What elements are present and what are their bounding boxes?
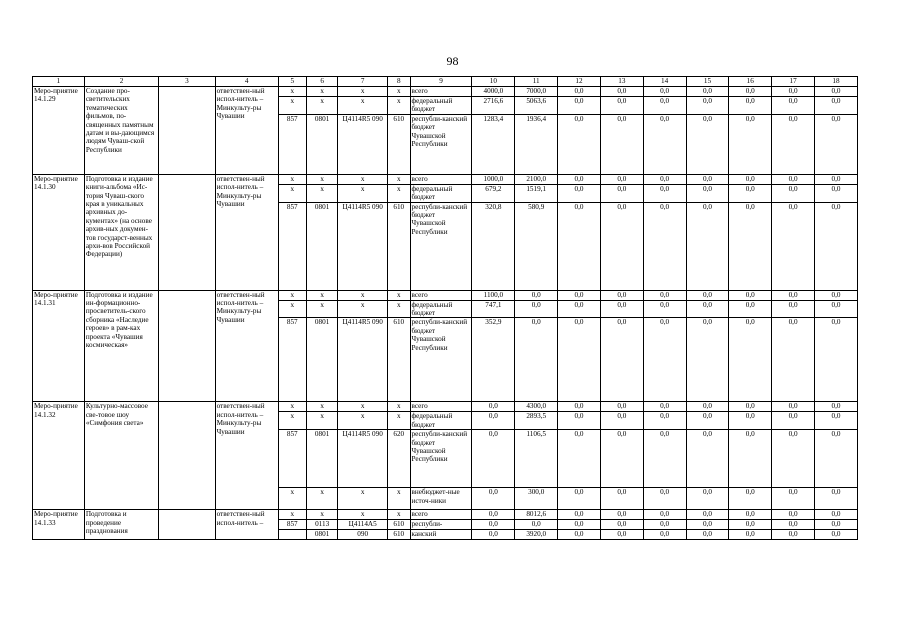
amount-year: 0,0 [686,87,729,97]
column-number: 14 [643,77,686,87]
amount-year: 0,0 [686,300,729,318]
responsible-executor: ответствен-ный испол-нитель – Минкульту-ры Чувашии [215,290,278,402]
amount-year: 0,0 [814,290,857,300]
funding-source: республи-канский бюджет Чувашской Республики [410,430,472,488]
amount-year: 0,0 [558,510,601,520]
expense-type-code: 610 [387,114,410,174]
expense-type-code: 610 [387,318,410,402]
amount-year: 0,0 [600,530,643,540]
amount-year: 7000,0 [515,87,558,97]
grbs-code [278,530,306,540]
column-number: 1 [33,77,85,87]
grbs-code: x [278,300,306,318]
section-code: 0801 [306,114,338,174]
section-code: x [306,488,338,510]
measure-title: Создание про-светительских тематических фильмов, по-священных памятным датам и вы-дающимся людям Чуваш-ской Республики [84,87,158,175]
amount-year: 0,0 [600,300,643,318]
amount-year: 0,0 [558,174,601,184]
amount-year: 0,0 [643,520,686,530]
amount-year: 300,0 [515,488,558,510]
target-article-code: x [338,174,388,184]
empty-column-3 [159,290,215,402]
expense-type-code: x [387,87,410,97]
column-number: 18 [814,77,857,87]
amount-year: 0,0 [558,430,601,488]
measure-number: Меро-приятие 14.1.33 [33,510,85,540]
column-number: 17 [772,77,815,87]
section-code: x [306,87,338,97]
amount-year: 0,0 [600,202,643,290]
section-code: 0113 [306,520,338,530]
amount-year: 0,0 [643,87,686,97]
amount-year: 0,0 [729,510,772,520]
amount-year: 0,0 [643,402,686,412]
target-article-code: Ц4114R5 090 [338,202,388,290]
measure-title: Подготовка и проведение празднования [84,510,158,540]
page-number: 98 [446,54,459,68]
amount-year: 0,0 [772,300,815,318]
empty-column-3 [159,174,215,290]
amount-year: 0,0 [729,430,772,488]
column-number: 8 [387,77,410,87]
amount-year: 0,0 [558,318,601,402]
amount-year: 0,0 [600,174,643,184]
amount-year: 0,0 [643,97,686,115]
target-article-code: 090 [338,530,388,540]
section-code: 0801 [306,202,338,290]
responsible-executor: ответствен-ный испол-нитель – Минкульту-ры Чувашии [215,174,278,290]
table-row [33,87,858,97]
amount-year: 1519,1 [515,184,558,202]
funding-source: всего [410,510,472,520]
amount-year: 0,0 [772,430,815,488]
funding-source: всего [410,174,472,184]
amount-year: 0,0 [600,510,643,520]
funding-source: внебюджет-ные источ-ники [410,488,472,510]
column-number: 13 [600,77,643,87]
amount-year: 0,0 [686,174,729,184]
funding-source: всего [410,87,472,97]
amount-year: 580,9 [515,202,558,290]
amount-year: 0,0 [814,430,857,488]
amount-year: 0,0 [729,114,772,174]
column-number: 3 [159,77,215,87]
grbs-code: x [278,510,306,520]
grbs-code: x [278,97,306,115]
amount-year: 1936,4 [515,114,558,174]
amount-year: 0,0 [772,520,815,530]
section-code: x [306,290,338,300]
amount-year: 0,0 [814,402,857,412]
amount-year: 0,0 [729,202,772,290]
grbs-code: x [278,488,306,510]
amount-year: 0,0 [814,184,857,202]
amount-year: 4300,0 [515,402,558,412]
funding-source: федеральный бюджет [410,184,472,202]
target-article-code: x [338,510,388,520]
budget-table [32,76,858,540]
column-number: 6 [306,77,338,87]
grbs-code: x [278,174,306,184]
column-number: 11 [515,77,558,87]
column-number: 16 [729,77,772,87]
target-article-code: x [338,488,388,510]
amount-year: 0,0 [729,520,772,530]
amount-year: 0,0 [558,202,601,290]
amount-year: 0,0 [814,97,857,115]
amount-year: 3920,0 [515,530,558,540]
amount-year: 4000,0 [472,87,515,97]
section-code: x [306,174,338,184]
amount-year: 0,0 [472,530,515,540]
amount-year: 0,0 [643,510,686,520]
amount-year: 0,0 [772,510,815,520]
amount-year: 0,0 [729,184,772,202]
funding-source: республи-канский бюджет Чувашской Республики [410,202,472,290]
amount-year: 0,0 [772,318,815,402]
amount-year: 0,0 [600,97,643,115]
amount-year: 0,0 [729,530,772,540]
target-article-code: Ц4114R5 090 [338,430,388,488]
expense-type-code: 610 [387,530,410,540]
amount-year: 0,0 [772,184,815,202]
responsible-executor: ответствен-ный испол-нитель – Минкульту-ры Чувашии [215,402,278,510]
amount-year: 0,0 [600,402,643,412]
measure-number: Меро-приятие 14.1.29 [33,87,85,175]
amount-year: 5063,6 [515,97,558,115]
column-number: 15 [686,77,729,87]
amount-year: 0,0 [643,174,686,184]
amount-year: 0,0 [558,114,601,174]
expense-type-code: 610 [387,202,410,290]
amount-year: 0,0 [600,184,643,202]
expense-type-code: x [387,402,410,412]
expense-type-code: x [387,488,410,510]
amount-year: 0,0 [643,202,686,290]
grbs-code: x [278,87,306,97]
column-number: 7 [338,77,388,87]
target-article-code: x [338,412,388,430]
amount-year: 0,0 [686,202,729,290]
expense-type-code: x [387,174,410,184]
amount-year: 0,0 [600,520,643,530]
amount-year: 0,0 [729,318,772,402]
grbs-code: 857 [278,430,306,488]
target-article-code: x [338,290,388,300]
amount-year: 0,0 [600,87,643,97]
expense-type-code: x [387,412,410,430]
amount-year: 0,0 [472,412,515,430]
amount-year: 1283,4 [472,114,515,174]
amount-year: 0,0 [814,87,857,97]
amount-year: 0,0 [558,402,601,412]
table-row [33,174,858,184]
amount-year: 0,0 [686,114,729,174]
amount-year: 0,0 [814,300,857,318]
amount-year: 0,0 [729,97,772,115]
section-code: x [306,412,338,430]
amount-year: 0,0 [558,520,601,530]
funding-source: всего [410,402,472,412]
funding-source: федеральный бюджет [410,412,472,430]
column-number: 4 [215,77,278,87]
section-code: x [306,402,338,412]
amount-year: 0,0 [814,510,857,520]
amount-year: 0,0 [729,402,772,412]
amount-year: 747,1 [472,300,515,318]
measure-number: Меро-приятие 14.1.32 [33,402,85,510]
amount-year: 0,0 [772,412,815,430]
measure-title: Культурно-массовое све-товое шоу «Симфония света» [84,402,158,510]
amount-year: 0,0 [686,290,729,300]
amount-year: 0,0 [558,300,601,318]
table-row [33,402,858,412]
amount-year: 352,9 [472,318,515,402]
amount-year: 0,0 [814,174,857,184]
column-number: 2 [84,77,158,87]
expense-type-code: x [387,184,410,202]
section-code: 0801 [306,318,338,402]
table-row [33,290,858,300]
amount-year: 0,0 [814,520,857,530]
amount-year: 0,0 [558,290,601,300]
amount-year: 0,0 [814,488,857,510]
amount-year: 0,0 [729,87,772,97]
measure-number: Меро-приятие 14.1.30 [33,174,85,290]
amount-year: 1106,5 [515,430,558,488]
target-article-code: x [338,87,388,97]
grbs-code: 857 [278,114,306,174]
amount-year: 0,0 [643,530,686,540]
amount-year: 0,0 [772,97,815,115]
amount-year: 0,0 [729,412,772,430]
measure-number: Меро-приятие 14.1.31 [33,290,85,402]
section-code: x [306,510,338,520]
amount-year: 0,0 [643,114,686,174]
amount-year: 0,0 [600,488,643,510]
measure-title: Подготовка и издание книги-альбома «Ис-тория Чуваш-ского края в уникальных архивных до-кументах» (на основе архив-ных докумен-тов государст-венных архи-вов Российской Федерации) [84,174,158,290]
amount-year: 0,0 [772,174,815,184]
amount-year: 0,0 [772,290,815,300]
amount-year: 0,0 [686,520,729,530]
expense-type-code: 620 [387,430,410,488]
funding-source: канский [410,530,472,540]
amount-year: 0,0 [558,87,601,97]
amount-year: 0,0 [686,402,729,412]
amount-year: 0,0 [814,530,857,540]
expense-type-code: x [387,97,410,115]
amount-year: 0,0 [643,290,686,300]
amount-year: 0,0 [729,290,772,300]
amount-year: 0,0 [729,300,772,318]
amount-year: 0,0 [558,412,601,430]
amount-year: 0,0 [600,412,643,430]
amount-year: 0,0 [686,530,729,540]
amount-year: 0,0 [472,430,515,488]
expense-type-code: 610 [387,520,410,530]
amount-year: 0,0 [686,184,729,202]
target-article-code: Ц4114R5 090 [338,114,388,174]
amount-year: 679,2 [472,184,515,202]
amount-year: 0,0 [643,184,686,202]
amount-year: 0,0 [772,530,815,540]
amount-year: 0,0 [515,300,558,318]
amount-year: 0,0 [772,488,815,510]
amount-year: 0,0 [600,430,643,488]
target-article-code: Ц4114R5 090 [338,318,388,402]
amount-year: 0,0 [472,402,515,412]
funding-source: республи-канский бюджет Чувашской Республики [410,318,472,402]
amount-year: 0,0 [643,300,686,318]
target-article-code: x [338,300,388,318]
amount-year: 0,0 [558,184,601,202]
amount-year: 0,0 [686,97,729,115]
funding-source: федеральный бюджет [410,300,472,318]
section-code: x [306,300,338,318]
amount-year: 0,0 [686,318,729,402]
amount-year: 2100,0 [515,174,558,184]
table-row [33,510,858,520]
amount-year: 0,0 [686,488,729,510]
amount-year: 0,0 [558,488,601,510]
amount-year: 0,0 [472,488,515,510]
amount-year: 0,0 [558,97,601,115]
amount-year: 0,0 [729,174,772,184]
section-code: 0801 [306,530,338,540]
column-number: 10 [472,77,515,87]
amount-year: 0,0 [558,530,601,540]
amount-year: 0,0 [814,412,857,430]
amount-year: 0,0 [729,488,772,510]
amount-year: 0,0 [686,412,729,430]
grbs-code: x [278,412,306,430]
expense-type-code: x [387,300,410,318]
amount-year: 0,0 [772,87,815,97]
funding-source: федеральный бюджет [410,97,472,115]
amount-year: 0,0 [772,402,815,412]
amount-year: 0,0 [686,510,729,520]
grbs-code: 857 [278,202,306,290]
grbs-code: x [278,184,306,202]
funding-source: республи-канский бюджет Чувашской Республики [410,114,472,174]
grbs-code: x [278,290,306,300]
column-number: 12 [558,77,601,87]
funding-source: всего [410,290,472,300]
amount-year: 0,0 [515,520,558,530]
target-article-code: x [338,402,388,412]
amount-year: 0,0 [472,520,515,530]
funding-source: республи- [410,520,472,530]
amount-year: 0,0 [686,430,729,488]
amount-year: 2893,5 [515,412,558,430]
amount-year: 0,0 [515,290,558,300]
grbs-code: 857 [278,520,306,530]
column-number-row [33,77,858,87]
section-code: 0801 [306,430,338,488]
amount-year: 1100,0 [472,290,515,300]
amount-year: 0,0 [600,318,643,402]
amount-year: 1000,0 [472,174,515,184]
amount-year: 0,0 [600,290,643,300]
target-article-code: x [338,97,388,115]
empty-column-3 [159,87,215,175]
amount-year: 320,8 [472,202,515,290]
amount-year: 0,0 [515,318,558,402]
amount-year: 0,0 [643,318,686,402]
target-article-code: Ц4114А5 [338,520,388,530]
grbs-code: 857 [278,318,306,402]
column-number: 9 [410,77,472,87]
amount-year: 0,0 [772,202,815,290]
empty-column-3 [159,510,215,540]
amount-year: 0,0 [643,412,686,430]
amount-year: 0,0 [472,510,515,520]
amount-year: 8012,6 [515,510,558,520]
amount-year: 0,0 [643,430,686,488]
column-number: 5 [278,77,306,87]
amount-year: 0,0 [643,488,686,510]
section-code: x [306,97,338,115]
expense-type-code: x [387,510,410,520]
amount-year: 0,0 [600,114,643,174]
empty-column-3 [159,402,215,510]
section-code: x [306,184,338,202]
amount-year: 0,0 [814,202,857,290]
target-article-code: x [338,184,388,202]
amount-year: 0,0 [814,318,857,402]
measure-title: Подготовка и издание ин-формационно-просветитель-ского сборника «Наследие героев» в рам-ках проекта «Чувашия космическая» [84,290,158,402]
amount-year: 0,0 [814,114,857,174]
amount-year: 0,0 [772,114,815,174]
grbs-code: x [278,402,306,412]
responsible-executor: ответствен-ный испол-нитель – [215,510,278,540]
responsible-executor: ответствен-ный испол-нитель – Минкульту-ры Чувашии [215,87,278,175]
expense-type-code: x [387,290,410,300]
amount-year: 2716,6 [472,97,515,115]
